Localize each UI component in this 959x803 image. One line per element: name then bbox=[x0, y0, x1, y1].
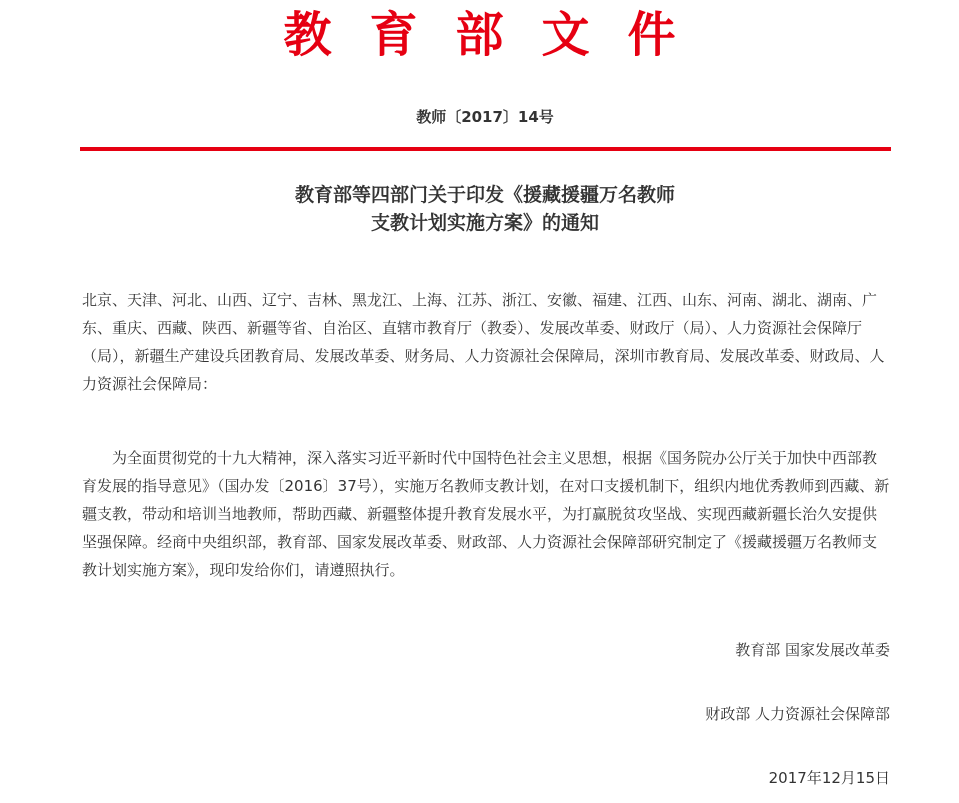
body-paragraph: 为全面贯彻党的十九大精神，深入落实习近平新时代中国特色社会主义思想，根据《国务院办公厅关于加快中西部教育发展的指导意见》（国办发〔2016〕37号），实施万名教师支教计划，在对口支援机制下，组织内地优秀教师到西藏、新疆支教，带动和培训当地教师，帮助西藏、新疆整体提升教育发展水平，为打赢脱贫攻坚战、实现西藏新疆长治久安提供坚强保障。经商中央组织部，教育部、国家发展改革委、财政部、人力资源社会保障部研究制定了《援藏援疆万名教师支教计划实施方案》，现印发给你们，请遵照执行。 bbox=[82, 449, 890, 579]
document-title-line-1: 教育部等四部门关于印发《援藏援疆万名教师 bbox=[294, 184, 675, 206]
issuer-line-2: 财政部 人力资源社会保障部 bbox=[705, 705, 890, 723]
addressee-paragraph: 北京、天津、河北、山西、辽宁、吉林、黑龙江、上海、江苏、浙江、安徽、福建、江西、山东、河南、湖北、湖南、广东、重庆、西藏、陕西、新疆等省、自治区、直辖市教育厅（教委）、发展改革委、财政厅（局）、人力资源社会保障厅（局），新疆生产建设兵团教育局、发展改革委、财务局、人力资源社会保障局，深圳市教育局、发展改革委、财政局、人力资源社会保障局： bbox=[82, 291, 885, 393]
red-divider-line bbox=[80, 147, 891, 151]
document-masthead: 教育部文件 bbox=[283, 7, 714, 63]
issuer-line-1: 教育部 国家发展改革委 bbox=[735, 641, 890, 659]
document-number: 教师〔2017〕14号 bbox=[416, 108, 554, 126]
document-title bbox=[0, 181, 959, 237]
issue-date: 2017年12月15日 bbox=[768, 769, 890, 787]
document-title-line-2: 支教计划实施方案》的通知 bbox=[370, 212, 599, 234]
